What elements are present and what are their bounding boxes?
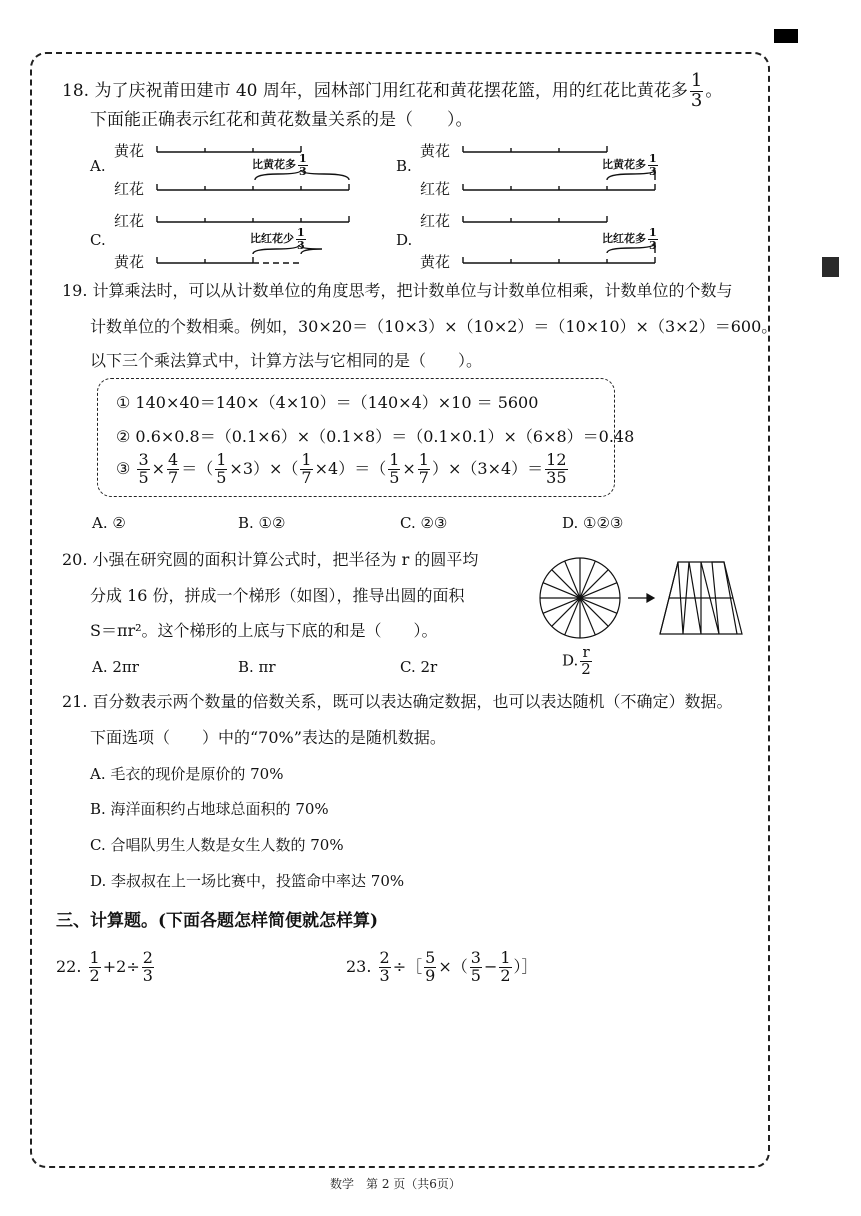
q18-fraction: $\frac{1}{3}$	[690, 70, 703, 111]
q19-text-line3: 以下三个乘法算式中，计算方法与它相同的是（ ）。	[90, 351, 483, 370]
q21-option-a[interactable]: A. 毛衣的现价是原价的 70%	[90, 765, 284, 783]
brace-note: 比红花多 $\frac{1}{3}$	[602, 226, 657, 252]
corner-mark	[774, 29, 798, 43]
q21-text-line1: 21. 百分数表示两个数量的倍数关系，既可以表达确定数据，也可以表达随机（不确定）数据。	[62, 692, 733, 711]
brace-note: 比黄花多 $\frac{1}{3}$	[252, 152, 307, 178]
q18-option-d[interactable]	[396, 210, 696, 270]
bar-label-top: 红花	[420, 212, 451, 230]
option-letter: D.	[396, 231, 413, 249]
option-letter: A.	[90, 157, 106, 175]
q18-text-line1: 18. 为了庆祝莆田建市 40 周年，园林部门用红花和黄花摆花篮，用的红花比黄花多 $\frac{1}{3}$ 。	[62, 70, 723, 111]
q18-option-b[interactable]	[396, 140, 696, 200]
q21-option-d[interactable]: D. 李叔叔在上一场比赛中，投篮命中率达 70%	[90, 872, 405, 890]
page-footer: 数学 第 2 页（共6页）	[330, 1177, 461, 1191]
q20-option-b[interactable]: B. πr	[238, 658, 276, 676]
q19-text-line2: 计数单位的个数相乘。例如，30×20＝（10×3）×（10×2）＝（10×10）×（3×2）＝600。	[90, 317, 778, 336]
option-letter: B.	[396, 157, 412, 175]
q21-option-c[interactable]: C. 合唱队男生人数是女生人数的 70%	[90, 836, 344, 854]
q20-text-line3: S＝πr²。这个梯形的上底与下底的和是（ ）。	[90, 621, 438, 640]
q19-option-d[interactable]: D. ①②③	[562, 514, 624, 532]
bar-label-bottom: 红花	[420, 180, 451, 198]
q21-text-line2: 下面选项（ ）中的“70%”表达的是随机数据。	[90, 728, 446, 747]
q18-a-segment-diagram	[90, 140, 390, 200]
q20-circle-to-trapezoid-figure	[538, 556, 748, 642]
side-mark	[822, 257, 839, 277]
q18-option-c[interactable]	[90, 210, 390, 270]
q19-option-b[interactable]: B. ①②	[238, 514, 286, 532]
brace-note: 比黄花多 $\frac{1}{3}$	[602, 152, 657, 178]
q20-text-line2: 分成 16 份，拼成一个梯形（如图），推导出圆的面积	[90, 586, 465, 605]
bar-label-bottom: 红花	[114, 180, 145, 198]
q22-expression: 22. $\frac{1}{2}$ +2÷ $\frac{2}{3}$	[56, 948, 153, 985]
q19-formula-3: ③ $\frac{3}{5}$ × $\frac{4}{7}$ ＝（ $\frac{1}{5}$ ×3）×（ $\frac{1}{7}$ ×4）＝（ $\frac{1}{5}$ × $\frac{1}{7}$ ）×（3×4）＝ $\frac{12}{35}$	[116, 450, 567, 487]
q19-option-a[interactable]: A. ②	[92, 514, 126, 532]
q23-expression: 23. $\frac{2}{3}$ ÷［ $\frac{5}{9}$ ×（ $\frac{3}{5}$ − $\frac{1}{2}$ ）］	[346, 948, 538, 985]
q18-text-line2: 下面能正确表示红花和黄花数量关系的是（ ）。	[90, 110, 473, 130]
q20-option-a[interactable]: A. 2πr	[92, 658, 139, 676]
bar-label-bottom: 黄花	[420, 253, 451, 271]
bar-label-bottom: 黄花	[114, 253, 145, 271]
option-letter: C.	[90, 231, 106, 249]
q19-text-line1: 19. 计算乘法时，可以从计数单位的角度思考，把计数单位与计数单位相乘，计数单位的个数与	[62, 281, 733, 300]
bar-label-top: 黄花	[420, 142, 451, 160]
q18-option-a[interactable]	[90, 140, 390, 200]
bar-label-top: 红花	[114, 212, 145, 230]
q21-option-b[interactable]: B. 海洋面积约占地球总面积的 70%	[90, 800, 329, 818]
section-3-title: 三、计算题。(下面各题怎样简便就怎样算)	[56, 911, 379, 931]
q19-formula-1: ① 140×40＝140×（4×10）＝（140×4）×10 ＝ 5600	[116, 393, 539, 412]
q20-text-line1: 20. 小强在研究圆的面积计算公式时，把半径为 r 的圆平均	[62, 550, 479, 569]
brace-note: 比红花少 $\frac{1}{3}$	[250, 226, 305, 252]
q19-formula-2: ② 0.6×0.8＝（0.1×6）×（0.1×8）＝（0.1×0.1）×（6×8）＝0.48	[116, 427, 635, 446]
q18-c-segment-diagram	[90, 210, 390, 270]
q20-option-c[interactable]: C. 2r	[400, 658, 438, 676]
q19-option-c[interactable]: C. ②③	[400, 514, 448, 532]
bar-label-top: 黄花	[114, 142, 145, 160]
q20-option-d[interactable]: D. $\frac{r}{2}$	[562, 643, 591, 678]
